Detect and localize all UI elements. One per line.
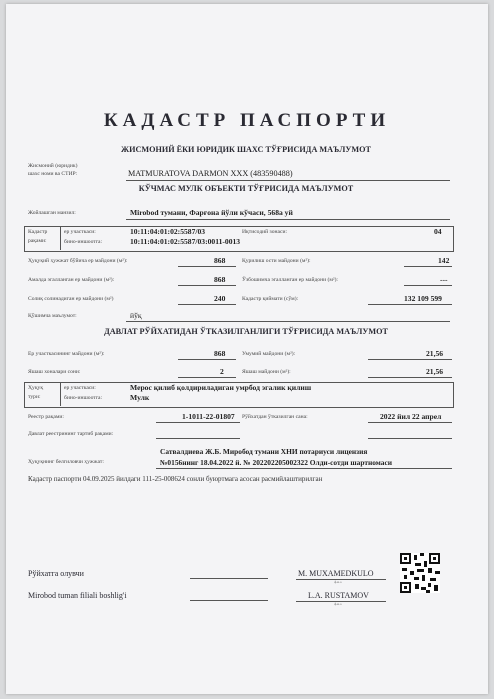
head-signature-line bbox=[190, 600, 268, 601]
rooms-count-label: Яшаш хоналари сони: bbox=[28, 369, 81, 375]
plot-area-value: 868 bbox=[214, 349, 226, 358]
total-area-value: 21,56 bbox=[426, 349, 444, 358]
object-section-heading: КЎЧМАС МУЛК ОБЪЕКТИ ТЎҒРИСИДА МАЪЛУМОТ bbox=[138, 184, 354, 193]
registrar-signature-line bbox=[190, 578, 268, 579]
owner-name-value: MATMURATOVA DARMON XXX (483590488) bbox=[128, 169, 293, 178]
owner-label-line2: шахс номи ва СТИР: bbox=[28, 171, 78, 177]
owner-label-line1: Жисмоний (юридик) bbox=[28, 163, 78, 169]
building-footprint-label: Қурилиш ости майдони (м²): bbox=[242, 258, 311, 264]
legal-area-label: Ҳуқуқий ҳужжат бўйича ер майдони (м²): bbox=[28, 258, 128, 264]
taxable-area-label: Солиқ солинадиган ер майдони (м²) bbox=[28, 296, 114, 302]
registration-date-value: 2022 йил 22 апрел bbox=[380, 412, 442, 421]
basis-document-line2: №0156нинг 18.04.2022 й. № 202202205002322 Олди-сотди шартномаси bbox=[160, 458, 393, 467]
additional-info-value: йўқ bbox=[130, 311, 142, 320]
address-underline bbox=[126, 219, 450, 220]
total-area-label: Умумий майдони (м²): bbox=[242, 351, 296, 357]
cadastre-building-label: бино-иншоотга: bbox=[64, 239, 103, 245]
economic-zone-value: 04 bbox=[434, 227, 442, 236]
registrar-label: Рўйхатга олувчи bbox=[28, 569, 84, 578]
head-label: Mirobod tuman filiali boshlig'i bbox=[28, 591, 127, 600]
right-type-label-line2: тури: bbox=[28, 394, 41, 400]
legal-area-value: 868 bbox=[214, 256, 226, 265]
unauthorized-area-label: Ўзбошимча эгалланган ер майдони (м²): bbox=[242, 277, 338, 283]
registrar-name-caption: ф.и.о bbox=[334, 580, 342, 584]
right-plot-label: ер участкаси: bbox=[64, 385, 96, 391]
cadastre-label-line2: рақами: bbox=[28, 238, 47, 244]
registration-section-heading: ДАВЛАТ РЎЙХАТИДАН ЎТКАЗИЛГАНЛИГИ ТЎҒРИСИДА МАЪЛУМОТ bbox=[104, 327, 388, 336]
actual-area-value: 868 bbox=[214, 275, 226, 284]
document-title: КАДАСТР ПАСПОРТИ bbox=[103, 110, 391, 131]
address-value: Mirobod тумани, Фарғона йўли кўчаси, 568а уй bbox=[130, 208, 293, 217]
address-label: Жойлашган манзил: bbox=[28, 210, 76, 216]
economic-zone-label: Иқтисодий зонаси: bbox=[242, 229, 288, 235]
right-plot-value: Мерос қилиб қолдириладиган умрбод эгалик қилиш bbox=[130, 383, 312, 392]
registry-number-value: 1-1011-22-01807 bbox=[182, 412, 235, 421]
cadastre-building-value: 10:11:04:01:02:5587/03:0011-0013 bbox=[130, 237, 241, 246]
rooms-count-value: 2 bbox=[220, 367, 224, 376]
owner-section-heading: ЖИСМОНИЙ ЁКИ ЮРИДИК ШАХС ТЎҒРИСИДА МАЪЛУМОТ bbox=[121, 145, 371, 154]
qr-code bbox=[400, 553, 440, 593]
unauthorized-area-value: --- bbox=[440, 275, 448, 284]
living-area-label: Яшаш майдони (м²): bbox=[242, 369, 291, 375]
cadastre-plot-value: 10:11:04:01:02:5587/03 bbox=[130, 227, 206, 236]
living-area-value: 21,56 bbox=[426, 367, 444, 376]
cadastre-label-line1: Кадастр bbox=[28, 229, 48, 235]
head-name: L.A. RUSTAMOV bbox=[308, 591, 369, 600]
state-registry-label: Давлат реестрининг тартиб рақами: bbox=[28, 431, 114, 437]
building-footprint-value: 142 bbox=[438, 256, 450, 265]
cadastre-value-amount: 132 109 599 bbox=[404, 294, 442, 303]
additional-info-label: Қўшимча маълумот: bbox=[28, 313, 77, 319]
registrar-name: M. MUXAMEDKULO bbox=[298, 569, 374, 578]
head-name-caption: ф.и.о bbox=[334, 602, 342, 606]
registration-date-label: Рўйхатдан ўтказилган сана: bbox=[242, 414, 308, 420]
owner-underline bbox=[126, 180, 450, 181]
actual-area-label: Амалда эгалланган ер майдони (м²): bbox=[28, 277, 115, 283]
passport-order-note: Кадастр паспорти 04.09.2025 йилдаги 111-25-008624 сонли буюртмага асосан расмийлаштирилган bbox=[28, 475, 323, 483]
basis-document-line1: Сатвалдиева Ж.Б. Миробод тумани ХНИ потариуси лицензия bbox=[160, 447, 368, 456]
right-type-label-line1: Ҳуқуқ bbox=[28, 385, 44, 391]
cadastre-value-label: Кадастр қиймати (сўм): bbox=[242, 296, 299, 302]
taxable-area-value: 240 bbox=[214, 294, 226, 303]
right-building-label: бино-иншоотга: bbox=[64, 395, 103, 401]
cadastre-passport-page bbox=[6, 4, 488, 694]
registry-number-label: Реестр рақами: bbox=[28, 414, 64, 420]
right-building-value: Мулк bbox=[130, 393, 150, 402]
plot-area-label: Ер участкасининг майдони (м²): bbox=[28, 351, 105, 357]
basis-document-label: Ҳуқуқнинг белгиловчи ҳужжат: bbox=[28, 459, 104, 465]
cadastre-plot-label: ер участкаси: bbox=[64, 229, 96, 235]
